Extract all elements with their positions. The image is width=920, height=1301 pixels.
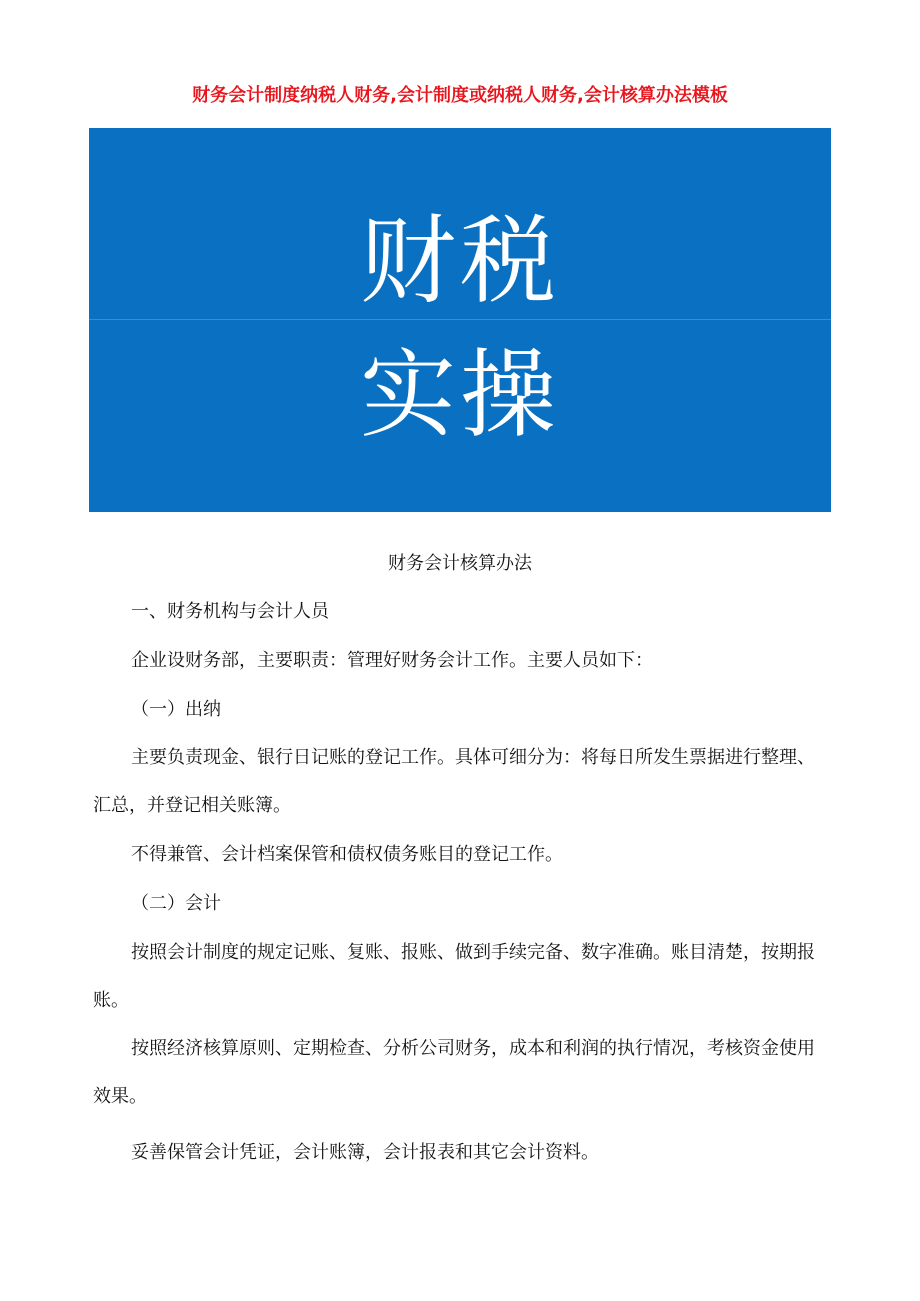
paragraph-heading-1: 一、财务机构与会计人员 bbox=[131, 601, 329, 622]
paragraph-subheading-cashier: （一）出纳 bbox=[131, 699, 221, 720]
document-header-title: 财务会计制度纳税人财务,会计制度或纳税人财务,会计核算办法模板 bbox=[192, 85, 728, 106]
cover-banner bbox=[89, 128, 831, 512]
section-title: 财务会计核算办法 bbox=[388, 553, 532, 574]
paragraph-subheading-accountant: （二）会计 bbox=[131, 893, 221, 914]
paragraph: 企业设财务部，主要职责：管理好财务会计工作。主要人员如下： bbox=[131, 650, 653, 671]
paragraph: 按照会计制度的规定记账、复账、报账、做到手续完备、数字准确。账目清楚，按期报账。 bbox=[93, 942, 815, 1011]
paragraph: 不得兼管、会计档案保管和债权债务账目的登记工作。 bbox=[131, 844, 563, 865]
banner-line-1: 财税 bbox=[360, 205, 560, 317]
banner-line-2: 实操 bbox=[360, 339, 560, 451]
paragraph: 主要负责现金、银行日记账的登记工作。具体可细分为：将每日所发生票据进行整理、汇总，并登记相关账簿。 bbox=[93, 747, 815, 816]
banner-divider bbox=[89, 319, 831, 320]
paragraph: 按照经济核算原则、定期检查、分析公司财务，成本和利润的执行情况，考核资金使用效果。 bbox=[93, 1038, 815, 1107]
paragraph: 妥善保管会计凭证，会计账簿，会计报表和其它会计资料。 bbox=[131, 1142, 599, 1163]
